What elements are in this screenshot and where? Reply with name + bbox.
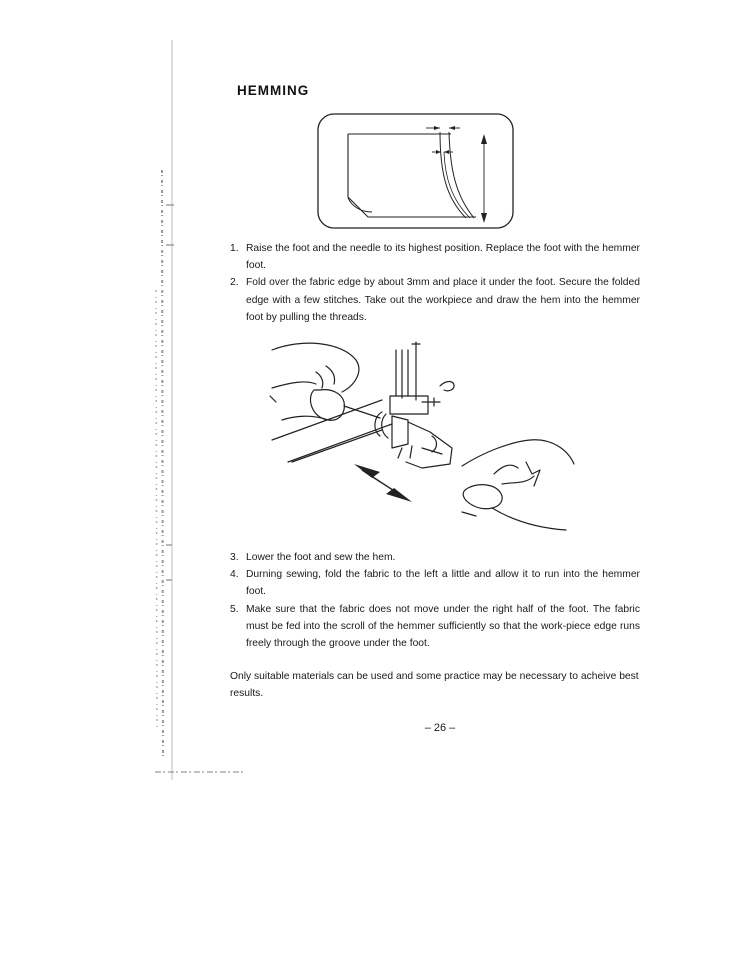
step-text: Lower the foot and sew the hem. — [246, 552, 396, 563]
sewing-hands-illustration — [262, 336, 582, 538]
binding-edge — [150, 40, 180, 780]
instruction-steps-top — [230, 240, 640, 326]
step-number: 1. — [230, 243, 239, 254]
step-item — [230, 274, 640, 326]
step-item — [230, 549, 640, 566]
step-item — [230, 566, 640, 600]
step-text: Fold over the fabric edge by about 3mm and place it under the foot. Secure the folded edge with a few stitches. Take out the workpiece and draw the hem into the hemmer foot by pulling the threads. — [246, 277, 640, 323]
step-number: 2. — [230, 277, 239, 289]
step-text: Durning sewing, fold the fabric to the left a little and allow it to run into the hemmer foot. — [246, 569, 640, 598]
step-number: 4. — [230, 569, 239, 581]
step-item — [230, 240, 640, 274]
section-heading: HEMMING — [237, 83, 310, 98]
binding-bottom-edge — [155, 770, 245, 774]
closing-note: Only suitable materials can be used and some practice may be necessary to acheive best results. — [230, 671, 639, 700]
step-number: 3. — [230, 552, 239, 563]
page-number: – 26 – — [424, 722, 456, 734]
step-text: Raise the foot and the needle to its highest position. Replace the foot with the hemmer foot. — [246, 243, 640, 272]
step-item — [230, 601, 640, 653]
step-number: 5. — [230, 603, 239, 615]
step-text: Make sure that the fabric does not move under the right half of the foot. The fabric must be fed into the scroll of the hemmer sufficiently so that the work-piece edge runs freely through the groove under the foot. — [246, 603, 640, 650]
hemmer-foot-schematic — [316, 112, 516, 232]
instruction-steps-bottom — [230, 549, 640, 652]
